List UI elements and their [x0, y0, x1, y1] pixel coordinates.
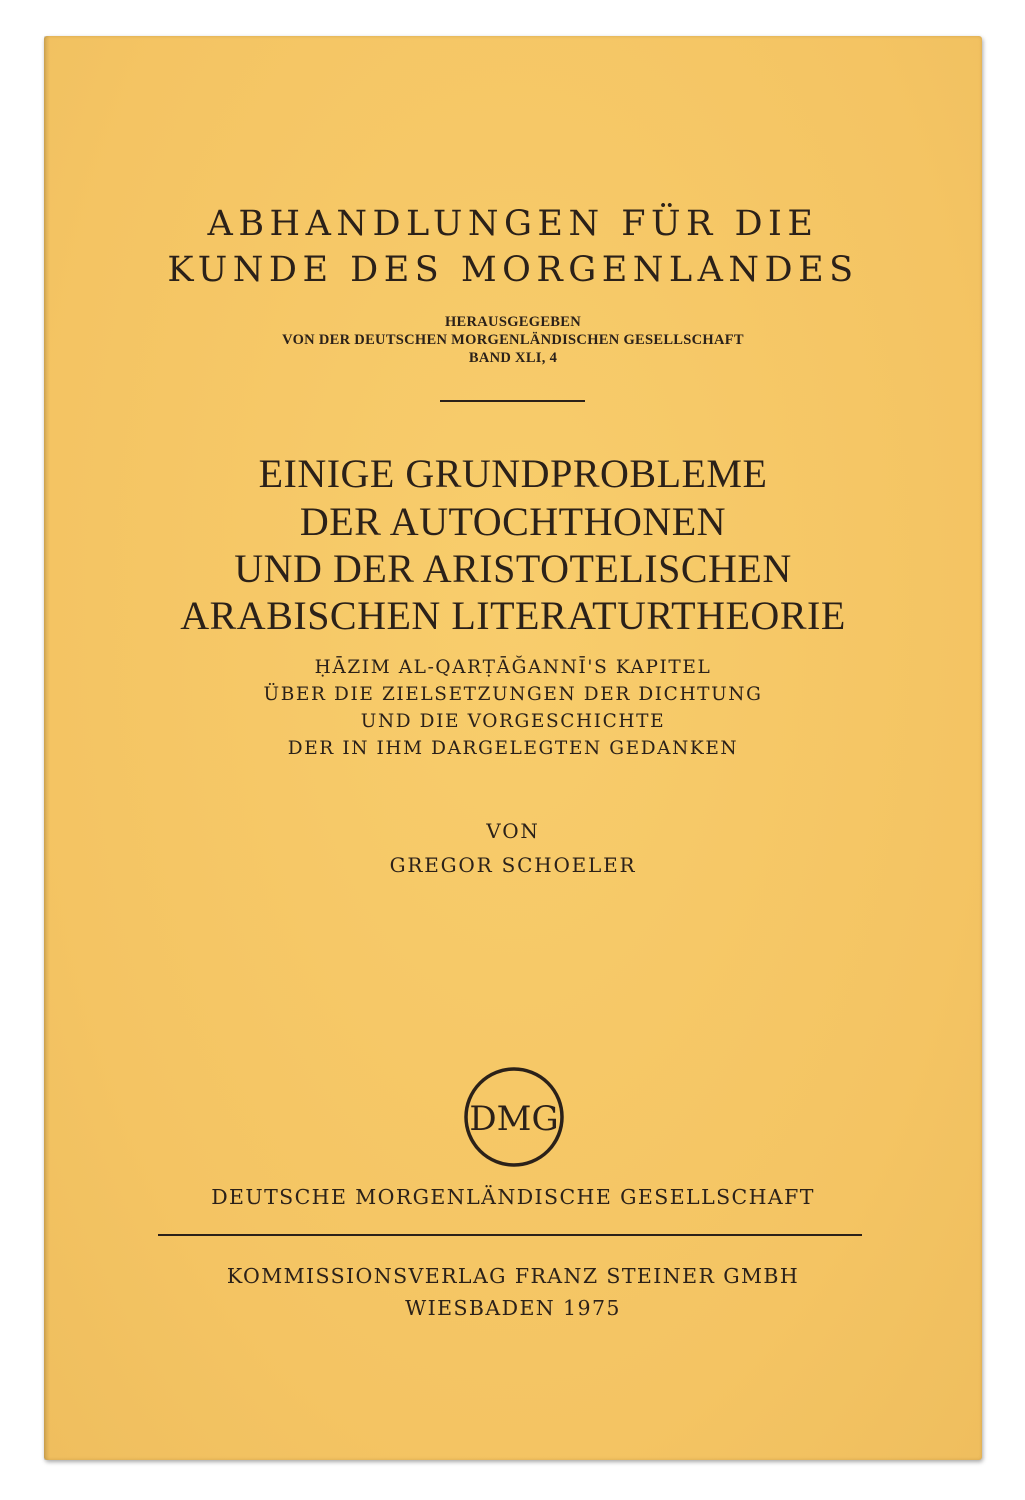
book-title-line-2: DER AUTOCHTHONEN: [299, 499, 727, 544]
series-title-line-2: KUNDE DES MORGENLANDES: [167, 250, 859, 290]
editor-line-1: HERAUSGEGEBEN: [444, 314, 582, 330]
dmg-logo: [462, 1065, 566, 1169]
subtitle-line-1: ḤĀZIM AL-QARṬĀĞANNĪ'S KAPITEL: [314, 657, 712, 678]
dmg-logo-text: DMG: [469, 1099, 559, 1139]
editor-line-2: VON DER DEUTSCHEN MORGENLÄNDISCHEN GESELLSCHAFT: [282, 332, 744, 348]
book-title-line-4: ARABISCHEN LITERATURTHEORIE: [180, 593, 846, 638]
subtitle-line-2: ÜBER DIE ZIELSETZUNGEN DER DICHTUNG: [263, 684, 763, 705]
society-name: DEUTSCHE MORGENLÄNDISCHE GESELLSCHAFT: [211, 1185, 815, 1209]
subtitle-line-3: UND DIE VORGESCHICHTE: [360, 711, 666, 732]
book-cover: [44, 36, 982, 1460]
author-by: VON: [486, 819, 540, 843]
divider-short: [440, 400, 585, 402]
place-and-year: WIESBADEN 1975: [405, 1296, 621, 1320]
book-title-line-1: EINIGE GRUNDPROBLEME: [258, 451, 768, 496]
volume-number: BAND XLI, 4: [468, 350, 558, 366]
subtitle-line-4: DER IN IHM DARGELEGTEN GEDANKEN: [287, 738, 739, 759]
book-title-line-3: UND DER ARISTOTELISCHEN: [234, 546, 792, 591]
divider-long: [158, 1234, 862, 1236]
author-name: GREGOR SCHOELER: [389, 853, 637, 877]
publisher-name: KOMMISSIONSVERLAG FRANZ STEINER GMBH: [226, 1264, 800, 1288]
series-title-line-1: ABHANDLUNGEN FÜR DIE: [207, 204, 819, 244]
